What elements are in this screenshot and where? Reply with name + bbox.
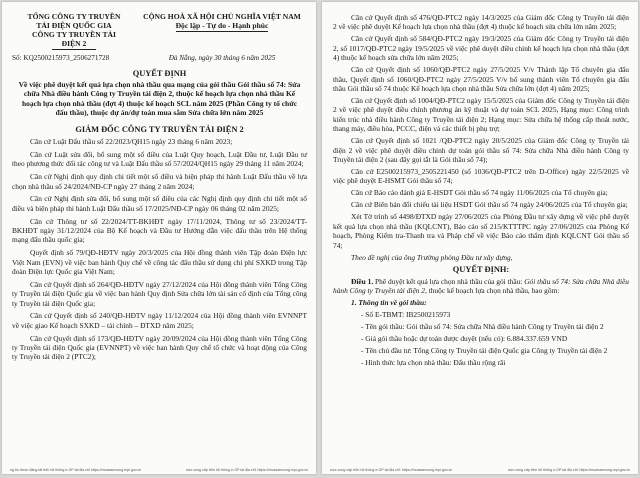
number-date-row xyxy=(12,54,307,62)
legal-basis-paragraph: Căn cứ Quyết định số 476/QĐ-PTC2 ngày 14/3/2025 của Giám đốc Công ty Truyền tải điện 2 về việc phê duyệt Kế hoạch lựa chọn nhà thầu (đợt 4) thuộc kế hoạch sửa chữa lớn năm 2025; xyxy=(333,13,629,32)
package-info-list xyxy=(333,310,629,367)
package-info-heading: 1. Thông tin về gói thầu: xyxy=(351,298,427,308)
legal-basis-paragraph: Căn cứ Quyết định số 1004/QĐ-PTC2 ngày 15/5/2025 của Giám đốc Công ty Truyền tải điện 2 về việc phê duyệt điều chỉnh phương án kỹ thuật và dự toán SCL 2025, Hạng mục: Công trình kiến trúc nhà điều hành Công ty Truyền tải điện 2; Hạng mục: Sửa chữa hệ thống cấp thoát nước, thang máy, điều hòa, PCCC, điện và các thiết bị phụ trợ; xyxy=(333,96,629,134)
org-line: TẢI ĐIỆN QUỐC GIA xyxy=(36,21,112,30)
nation-motto: Độc lập - Tự do - Hạnh phúc xyxy=(175,21,269,30)
legal-basis-paragraph: Căn cứ Luật sửa đổi, bổ sung một số điều của Luật Quy hoạch, Luật Đầu tư, Luật Đầu tư theo phương thức đối tác công tư và Luật Đấu thầu số 57/2024/QH15 ngày 29 tháng 11 năm 2024; xyxy=(12,149,307,169)
article-1-label: Điều 1. xyxy=(351,276,374,286)
legal-basis-list xyxy=(333,13,629,250)
header-rule xyxy=(52,49,96,50)
package-info-line: - Tên chủ đầu tư: Tổng Công ty Truyền tải điện Quốc gia Công ty Truyền tải điện 2 xyxy=(361,346,608,356)
legal-basis-paragraph: Căn cứ Báo cáo đánh giá E-HSDT Gói thầu số 74 ngày 11/06/2025 của Tổ chuyên gia; xyxy=(351,188,608,198)
proposal-note: Theo đề nghị của ông Trưởng phòng Đầu tư xây dựng, xyxy=(351,252,513,262)
article-1-text: Phê duyệt kết quả lựa chọn nhà thầu của gói thầu: xyxy=(375,276,523,286)
legal-basis-paragraph: Căn cứ E2500215973_2505221450 (số 1036/QĐ-PTC2 trên D-Office) ngày 22/5/2025 về việc phê duyệt E-HSMT Gói thầu số 74; xyxy=(333,167,629,186)
legal-basis-paragraph: Căn cứ Quyết định số 240/QĐ-HĐTV ngày 11/12/2024 của Hội đồng thành viên EVNNPT về việc giao Kế hoạch SXKD – tài chính – ĐTXD năm 2025; xyxy=(12,311,307,330)
package-info-line: - Hình thức lựa chọn nhà thầu: Đấu thầu rộng rãi xyxy=(361,358,506,368)
legal-basis-paragraph: Căn cứ Quyết định số 584/QĐ-PTC2 ngày 19/3/2025 của Giám đốc Công ty Truyền tải điện 2, số 1017/QĐ-PTC2 ngày 19/5/2025 về việc phê duyệt điều chỉnh kế hoạch lựa chọn nhà thầu (đợt 4) thuộc kế hoạch sửa chữa lớn năm 2025; xyxy=(333,34,629,63)
legal-basis-list xyxy=(12,137,307,362)
document-page-left xyxy=(2,2,316,474)
org-line: TỔNG CÔNG TY TRUYỀN xyxy=(27,12,121,21)
legal-basis-paragraph: Căn cứ Nghị định quy định chi tiết một số điều và biện pháp thi hành Luật Đấu thầu về lựa chọn nhà thầu số 24/2024/NĐ-CP ngày 27 tháng 2 năm 2024; xyxy=(12,172,307,191)
article-1-package: Gói thầu số 74: Sửa chữa Nhà điều hành Công ty Truyền tải điện 2, xyxy=(333,276,629,296)
national-heading xyxy=(137,12,307,50)
page-footer xyxy=(10,468,308,472)
document-title: QUYẾT ĐỊNH xyxy=(132,69,187,78)
decides-heading: QUYẾT ĐỊNH: xyxy=(452,264,510,274)
director-title: GIÁM ĐỐC CÔNG TY TRUYỀN TẢI ĐIỆN 2 xyxy=(75,125,244,135)
article-1-tail: thuộc kế hoạch lựa chọn nhà thầu, bao gồm: xyxy=(428,286,560,296)
legal-basis-paragraph: Căn cứ Biên bản đối chiếu tài liệu HSDT Gói thầu số 74 ngày 24/06/2025 của Tổ chuyên gia; xyxy=(351,200,628,210)
legal-basis-paragraph: Căn cứ Thông tư số 22/2024/TT-BKHĐT ngày 17/11/2024, Thông tư số 23/2024/TT-BKHĐT ngày 31/12/2024 của Bộ Kế hoạch và Đầu tư Hướng dẫn việc đấu thầu trên Hệ thống mạng đấu thầu quốc gia; xyxy=(12,216,307,245)
document-subject: Về việc phê duyệt kết quả lựa chọn nhà thầu qua mạng của gói thầu Gói thầu số 74: Sửa chữa Nhà điều hành Công ty Truyền tải điện 2, thuộc kế hoạch lựa chọn nhà thầu Kế hoạch lựa chọn nhà thầu (đợt 4) thuộc kế hoạch SCL năm 2025 (Phần Công ty tổ chức đấu thầu), thuộc dự án/dự toán mua sắm Sửa chữa lớn năm 2025 xyxy=(18,80,301,117)
page-footer xyxy=(330,468,630,472)
document-date: Đà Nẵng, ngày 30 tháng 6 năm 2025 xyxy=(168,54,276,62)
legal-basis-paragraph: Căn cứ Quyết định số 173/QĐ-HĐTV ngày 20/09/2024 của Hội đồng thành viên Tổng Công ty Truyền tải điện Quốc gia (EVNNPT) về việc ban hành Quy chế tổ chức và hoạt động của Công ty Truyền tải điện 2 (PTC2); xyxy=(12,333,307,362)
org-line: CÔNG TY TRUYỀN TẢI xyxy=(32,30,116,39)
org-line: ĐIỆN 2 xyxy=(61,39,87,48)
footer-left-text: ng tin được đăng tải trên hệ thống e-GP tại địa chỉ https://muasamcong.mpi.gov.vn xyxy=(10,468,142,472)
legal-basis-paragraph: Căn cứ Quyết định số 1021 /QĐ-PTC2 ngày 20/5/2025 của Giám đốc Công ty Truyền tải điện 2 về việc phê duyệt điều chỉnh dự toán gói thầu số 74: Sửa chữa Nhà điều hành Công ty Truyền tải điện 2 (sau đây gọi tắt là Gói thầu số 74); xyxy=(333,136,629,165)
package-info-line: - Giá gói thầu hoặc dự toán được duyệt (nếu có): 6.884.337.659 VND xyxy=(361,334,568,344)
legal-basis-paragraph: Căn cứ Quyết định số 1060/QĐ-PTC2 ngày 27/5/2025 V/v Thành lập Tổ chuyên gia đấu thầu, Quyết định số 1060/QĐ-PTC2 ngày 27/5/2025 V/v bổ sung thành viên Tổ chuyên gia đấu thầu Gói thầu số 74 thuộc Kế hoạch lựa chọn nhà thầu Sửa chữa lớn (đợt 4) năm 2025; xyxy=(333,65,629,94)
issuing-organization xyxy=(12,12,136,50)
document-header xyxy=(12,12,307,50)
legal-basis-paragraph: Quyết định số 79/QĐ-HĐTV ngày 20/3/2025 của Hội đồng thành viên Tập đoàn Điện lực Việt Nam (EVN) về việc ban hành Quy chế về công tác đấu thầu sử dụng chi phí SXKD trong Tập đoàn Điện lực Quốc gia Việt Nam; xyxy=(12,248,307,277)
package-info-line: - Tên gói thầu: Gói thầu số 74: Sửa chữa Nhà điều hành Công ty Truyền tải điện 2 xyxy=(361,322,604,332)
footer-right-text: ược cung cấp trên hệ thống e-GP tại địa chỉ: https://muasamcong.mpi.gov.vn xyxy=(185,468,308,472)
document-page-right xyxy=(322,2,638,474)
legal-basis-paragraph: Căn cứ Nghị định sửa đổi, bổ sung một số điều của các Nghị định quy định chi tiết một số điều và biện pháp thi hành Luật Đấu thầu số 17/2025/NĐ-CP ngày 06 tháng 02 năm 2025; xyxy=(12,194,307,213)
footer-left-text: ược cung cấp trên hệ thống e-GP tại địa chỉ: https://muasamcong.mpi.gov.vn xyxy=(330,468,453,472)
document-number: Số: KQ2500215973_2506271728 xyxy=(12,54,110,62)
nation-name: CỘNG HOÀ XÃ HỘI CHỦ NGHĨA VIỆT NAM xyxy=(143,12,301,21)
legal-basis-paragraph: Căn cứ Luật Đấu thầu số 22/2023/QH15 ngày 23 tháng 6 năm 2023; xyxy=(30,137,233,147)
legal-basis-paragraph: Căn cứ Quyết định số 264/QĐ-HĐTV ngày 27/12/2024 của Hội đồng thành viên Tổng Công ty Truyền tải điện Quốc gia về việc ban hành Quy định Sửa chữa lớn tài sản cố định của Tổng công ty Truyền tải điện Quốc gia; xyxy=(12,279,307,308)
article-1 xyxy=(333,277,629,296)
legal-basis-paragraph: Xét Tờ trình số 4498/ĐTXD ngày 27/06/2025 của Phòng Đầu tư xây dựng về việc phê duyệt kết quả lựa chọn nhà thầu (KQLCNT), Báo cáo số 215/KTTTPC ngày 27/06/2025 của Phòng Kế hoạch, Phòng Kiểm tra-Thanh tra và Pháp chế về việc Báo cáo thẩm định KQLCNT Gói thầu số 74; xyxy=(333,212,629,250)
package-info-line: - Số E-TBMT: IB2500215973 xyxy=(361,310,451,320)
footer-right-text: ược cung cấp trên hệ thống e-GP tại địa chỉ: https://muasamcong.mpi.gov.vn xyxy=(507,468,630,472)
